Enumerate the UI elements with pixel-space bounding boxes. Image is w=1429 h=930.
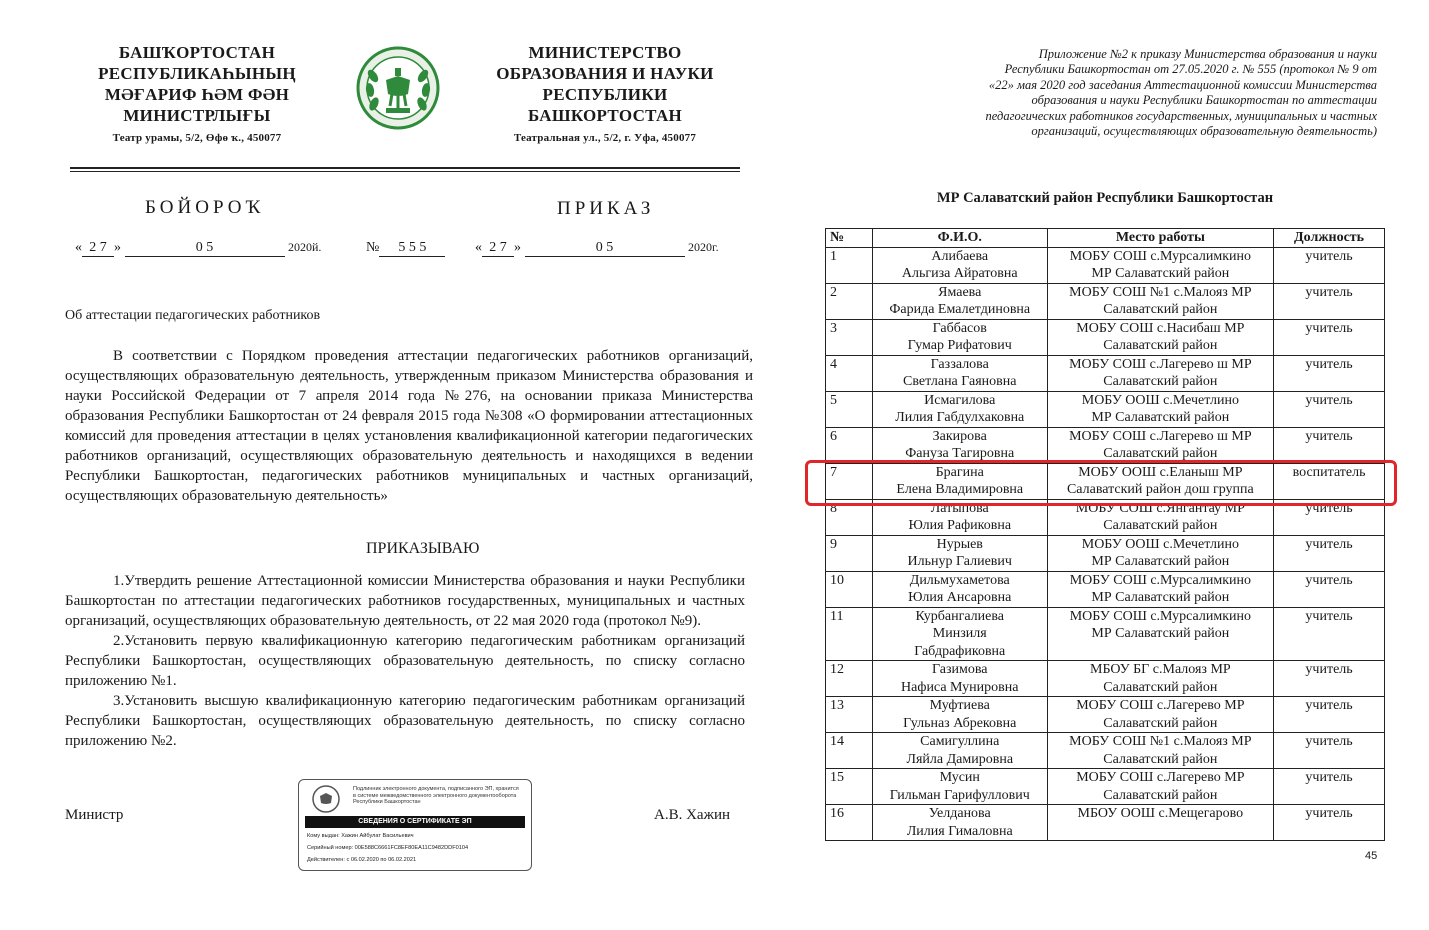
workplace-line: Салаватский район	[1103, 446, 1218, 461]
signer-title: Министр	[65, 807, 124, 823]
teacher-name	[872, 427, 1047, 463]
row-number-line: 5	[830, 392, 837, 408]
teacher-name-line: Латыпова	[930, 500, 989, 516]
column-header: Должность	[1274, 229, 1385, 248]
coat-of-arms-icon	[356, 46, 440, 130]
row-number-line: 2	[830, 284, 837, 300]
row-number-line: 10	[830, 572, 844, 588]
position-line: воспитатель	[1292, 464, 1366, 480]
row-number	[826, 733, 873, 769]
teacher-name-line: Гульназ Абрековна	[903, 715, 1017, 731]
row-number	[826, 697, 873, 733]
teacher-name-line: Ямаева	[938, 284, 982, 300]
header-bashkir-line: БАШҠОРТОСТАН	[118, 43, 276, 62]
certificate-owner: Кому выдан: Хажин Айбулат Васильевич	[307, 833, 414, 839]
header-divider	[70, 167, 740, 169]
row-number	[826, 769, 873, 805]
workplace	[1047, 607, 1274, 661]
position	[1274, 733, 1385, 769]
row-number-line: 16	[830, 806, 844, 821]
workplace-line: МОБУ СОШ с.Лагерево МР	[1076, 698, 1245, 713]
date-month: 0 5	[125, 240, 285, 257]
teacher-name-line: Лилия Габдулхаковна	[895, 410, 1025, 425]
workplace-line: Салаватский район	[1103, 679, 1218, 695]
row-number-line: 1	[830, 248, 837, 264]
workplace	[1047, 427, 1274, 463]
teacher-name-line: Нурыев	[936, 536, 983, 552]
workplace-line: МОБУ СОШ с.Лагерево ш МР	[1069, 356, 1252, 372]
table-row	[826, 283, 1385, 319]
table-row	[826, 355, 1385, 391]
address-russian: Театральная ул., 5/2, г. Уфа, 450077	[513, 132, 697, 144]
teacher-name-line: Алибаева	[931, 248, 989, 264]
year-bashkir: 2020й.	[288, 240, 322, 254]
table-row	[826, 247, 1385, 283]
number-sign: №	[366, 240, 380, 255]
position	[1274, 391, 1385, 427]
workplace	[1047, 391, 1274, 427]
teacher-name	[872, 805, 1047, 841]
header-russian-line: БАШКОРТОСТАН	[527, 106, 683, 125]
workplace-line: МОБУ СОШ с.Мурсалимкино	[1069, 248, 1251, 264]
position-line: учитель	[1305, 806, 1353, 821]
order-preamble	[65, 346, 753, 506]
teacher-name-line: Ляйла Дамировна	[906, 751, 1014, 767]
workplace-line: МОБУ СОШ с.Янгантау МР	[1075, 500, 1245, 516]
teacher-name-line: Самигуллина	[920, 734, 1000, 749]
workplace-line: Салаватский район	[1103, 374, 1218, 389]
header-russian-line: ОБРАЗОВАНИЯ И НАУКИ	[496, 64, 714, 83]
row-number-line: 6	[830, 428, 837, 444]
table-row	[826, 391, 1385, 427]
teacher-name-line: Нафиса Мунировна	[901, 679, 1019, 695]
workplace-line: МОБУ СОШ с.Мурсалимкино	[1069, 608, 1251, 624]
date-month: 0 5	[525, 240, 685, 257]
teacher-name-line: Гильман Гарифуллович	[889, 787, 1030, 803]
table-row	[826, 607, 1385, 661]
teacher-name-line: Мусин	[939, 770, 980, 785]
workplace-line: Салаватский район	[1103, 787, 1218, 803]
workplace-line: МОБУ СОШ с.Лагерево ш МР	[1069, 428, 1252, 444]
order-item: 3.Установить высшую квалификационную категорию педагогическим работникам организаций Республики Башкортостан, осуществляющих образовательную деятельность, по списку согласно приложению №2.	[65, 693, 745, 749]
order-items	[65, 571, 745, 751]
position-line: учитель	[1305, 536, 1353, 552]
row-number-line: 8	[830, 500, 837, 516]
workplace	[1047, 805, 1274, 841]
title-bashkir: БОЙОРОҠ	[145, 197, 265, 218]
workplace	[1047, 769, 1274, 805]
position-line: учитель	[1305, 284, 1353, 300]
date-quote: «	[75, 240, 82, 255]
workplace-line: Салаватский район	[1103, 751, 1218, 767]
row-number	[826, 607, 873, 661]
appendix-note: Приложение №2 к приказу Министерства образования и науки Республики Башкортостан от 27.05.2020 г. № 555 (протокол № 9 от «22» мая 2020 год заседания Аттестационной комиссии Министерства образования и науки Республики Башкортостан по аттестации педагогических работников государственных, муниципальных и частных организаций, осуществляющих образовательную деятельность)	[985, 47, 1377, 139]
workplace-line: МР Салаватский район	[1091, 590, 1230, 605]
row-number-line: 13	[830, 698, 844, 713]
row-number-line: 11	[830, 608, 844, 624]
position-line: учитель	[1305, 698, 1353, 713]
row-number	[826, 391, 873, 427]
header-bashkir	[72, 42, 322, 145]
order-item: 1.Утвердить решение Аттестационной комиссии Министерства образования и науки Республики Башкортостан по аттестации педагогических работников государственных, муниципальных и частных организаций, осуществляющих образовательную деятельность, от 22 мая 2020 года (протокол №9).	[65, 573, 745, 629]
workplace-line: МОБУ СОШ с.Мурсалимкино	[1069, 572, 1251, 588]
teacher-name	[872, 769, 1047, 805]
region-title: МР Салаватский район Республики Башкортостан	[936, 190, 1274, 206]
row-number	[826, 319, 873, 355]
teacher-name-line: Муфтиева	[929, 698, 990, 713]
staff-table	[825, 228, 1385, 841]
teacher-name	[872, 571, 1047, 607]
address-bashkir: Театр урамы, 5/2, Өфө ҡ., 450077	[112, 132, 282, 144]
workplace-line: Салаватский район	[1103, 302, 1218, 317]
row-number	[826, 805, 873, 841]
position-line: учитель	[1305, 500, 1353, 516]
teacher-name-line: Брагина	[935, 464, 984, 480]
position	[1274, 607, 1385, 661]
teacher-name	[872, 355, 1047, 391]
position-line: учитель	[1305, 662, 1353, 677]
workplace	[1047, 535, 1274, 571]
position-line: учитель	[1305, 248, 1353, 264]
header-russian	[480, 42, 730, 145]
position	[1274, 661, 1385, 697]
position	[1274, 697, 1385, 733]
table-row	[826, 535, 1385, 571]
workplace-line: МОБУ ООШ с.Мечетлино	[1081, 536, 1239, 552]
row-number-line: 15	[830, 770, 844, 785]
header-divider-thin	[70, 171, 740, 172]
workplace-line: МОБУ СОШ №1 с.Малояз МР	[1069, 284, 1252, 300]
position-line: учитель	[1305, 572, 1353, 588]
position	[1274, 427, 1385, 463]
teacher-name	[872, 661, 1047, 697]
teacher-name	[872, 391, 1047, 427]
teacher-name	[872, 535, 1047, 571]
table-row	[826, 733, 1385, 769]
position	[1274, 355, 1385, 391]
header-bashkir-line: МӘҒАРИФ ҺӘМ ФӘН	[104, 85, 290, 104]
workplace	[1047, 283, 1274, 319]
date-quote: »	[514, 240, 521, 255]
row-number-line: 14	[830, 734, 844, 749]
workplace-line: МБОУ ООШ с.Мещегарово	[1077, 806, 1244, 821]
row-number-line: 4	[830, 356, 837, 372]
teacher-name-line: Габбасов	[932, 320, 987, 336]
position	[1274, 283, 1385, 319]
date-quote: »	[114, 240, 121, 255]
position-line: учитель	[1305, 320, 1353, 336]
workplace-line: МОБУ СОШ с.Насибаш МР	[1076, 320, 1245, 336]
row-number	[826, 283, 873, 319]
column-header: Ф.И.О.	[872, 229, 1047, 248]
header-bashkir-line: РЕСПУБЛИКАҺЫНЫҢ	[98, 64, 296, 83]
teacher-name	[872, 283, 1047, 319]
row-number	[826, 427, 873, 463]
highlighted-row-frame	[805, 460, 1397, 506]
table-row	[826, 661, 1385, 697]
teacher-name	[872, 697, 1047, 733]
certificate-validity: Действителен: с 06.02.2020 по 06.02.2021	[307, 857, 417, 863]
teacher-name-line: Елена Владимировна	[896, 482, 1024, 497]
teacher-name-line: Юлия Рафиковна	[908, 518, 1012, 533]
workplace-line: МОБУ ООШ с.Мечетлино	[1081, 392, 1239, 408]
workplace	[1047, 319, 1274, 355]
certificate-heading: СВЕДЕНИЯ О СЕРТИФИКАТЕ ЭП	[305, 816, 525, 828]
workplace-line: МР Салаватский район	[1091, 626, 1230, 641]
workplace-line: МОБУ СОШ №1 с.Малояз МР	[1069, 734, 1252, 749]
workplace	[1047, 355, 1274, 391]
teacher-name	[872, 319, 1047, 355]
workplace	[1047, 697, 1274, 733]
workplace	[1047, 733, 1274, 769]
workplace	[1047, 571, 1274, 607]
teacher-name	[872, 733, 1047, 769]
row-number-line: 9	[830, 536, 837, 552]
position-line: учитель	[1305, 734, 1353, 749]
teacher-name-line: Уелданова	[928, 806, 991, 821]
order-number-value: 5 5 5	[379, 240, 445, 257]
position	[1274, 319, 1385, 355]
table-row	[826, 697, 1385, 733]
signer-name: А.В. Хажин	[654, 807, 730, 823]
order-word: ПРИКАЗЫВАЮ	[366, 540, 480, 557]
date-day: 2 7	[82, 240, 114, 257]
date-russian	[475, 240, 719, 257]
column-header: №	[826, 229, 873, 248]
table-row	[826, 319, 1385, 355]
workplace-line: Салаватский район дош группа	[1066, 482, 1254, 497]
row-number	[826, 355, 873, 391]
row-number-line: 12	[830, 662, 844, 677]
table-body	[826, 247, 1385, 841]
teacher-name-line: Фануза Тагировна	[905, 446, 1015, 461]
workplace-line: МОБУ ООШ с.Еланыш МР	[1078, 464, 1243, 480]
teacher-name-line: Альгиза Айратовна	[901, 266, 1018, 281]
digital-signature-stamp	[298, 779, 532, 871]
order-item: 2.Установить первую квалификационную категорию педагогическим работникам организаций Республики Башкортостан, осуществляющих образовательную деятельность, по списку согласно приложению №1.	[65, 633, 745, 689]
workplace-line: Салаватский район	[1103, 338, 1218, 353]
date-day: 2 7	[482, 240, 514, 257]
workplace-line: Салаватский район	[1103, 518, 1218, 533]
position-line: учитель	[1305, 770, 1353, 785]
teacher-name-line: Юлия Ансаровна	[908, 590, 1012, 605]
certificate-serial: Серийный номер: 00E588C6661FC8EF80EA11C9482DDF0104	[307, 845, 469, 851]
teacher-name-line: Минзиля	[932, 626, 987, 641]
row-number	[826, 661, 873, 697]
order-number	[366, 240, 445, 257]
teacher-name	[872, 247, 1047, 283]
teacher-name-line: Фарида Емалетдиновна	[889, 302, 1031, 317]
table-row	[826, 769, 1385, 805]
workplace-line: МБОУ БГ с.Малояз МР	[1090, 662, 1231, 677]
preamble-text: В соответствии с Порядком проведения аттестации педагогических работников организаций, осуществляющих образовательную деятельность, утвержденным приказом Министерства образования и науки Российской Федерации от 7 апреля 2014 года №276, на основании приказа Министерства образования Республики Башкортостан от 24 февраля 2015 года №308 «О формировании аттестационных комиссий для проведения аттестации в целях установления квалификационной категории педагогических работников организаций, осуществляющих образовательную деятельность и находящихся в ведении Республики Башкортостан, педагогических работников муниципальных и частных организаций, осуществляющих образовательную деятельность»	[65, 348, 753, 504]
teacher-name-line: Ильнур Галиевич	[907, 554, 1012, 569]
page-number: 45	[1365, 850, 1378, 862]
position-line: учитель	[1305, 356, 1353, 372]
position-line: учитель	[1305, 428, 1353, 444]
table-row	[826, 427, 1385, 463]
year-russian: 2020г.	[688, 240, 719, 254]
teacher-name-line: Газзалова	[930, 356, 989, 372]
teacher-name	[872, 607, 1047, 661]
position	[1274, 571, 1385, 607]
workplace	[1047, 661, 1274, 697]
column-header: Место работы	[1047, 229, 1274, 248]
teacher-name-line: Габдрафиковна	[914, 643, 1006, 659]
date-quote: «	[475, 240, 482, 255]
table-row	[826, 805, 1385, 841]
header-russian-line: РЕСПУБЛИКИ	[542, 85, 668, 104]
position	[1274, 247, 1385, 283]
position	[1274, 535, 1385, 571]
position	[1274, 805, 1385, 841]
teacher-name-line: Исмагилова	[924, 392, 996, 408]
workplace-line: МР Салаватский район	[1091, 266, 1230, 281]
workplace-line: МР Салаватский район	[1091, 554, 1230, 569]
certificate-notice: Подлинник электронного документа, подписанного ЭП, хранится в системе межведомственного электронного документооборота Республики Башкортостан	[353, 786, 519, 805]
workplace-line: Салаватский район	[1103, 715, 1218, 731]
date-bashkir	[75, 240, 321, 257]
teacher-name-line: Газимова	[932, 662, 988, 677]
header-bashkir-line: МИНИСТРЛЫҒЫ	[123, 106, 271, 125]
title-russian: ПРИКАЗ	[557, 198, 655, 219]
workplace-line: МР Салаватский район	[1091, 410, 1230, 425]
order-subject: Об аттестации педагогических работников	[65, 308, 321, 323]
teacher-name-line: Дильмухаметова	[909, 572, 1010, 588]
row-number	[826, 571, 873, 607]
emblem-icon	[309, 784, 343, 814]
header-russian-line: МИНИСТЕРСТВО	[528, 43, 682, 62]
workplace-line: МОБУ СОШ с.Лагерево МР	[1076, 770, 1245, 785]
teacher-name-line: Курбангалиева	[915, 608, 1005, 624]
row-number	[826, 247, 873, 283]
row-number-line: 3	[830, 320, 837, 336]
position	[1274, 769, 1385, 805]
teacher-name-line: Закирова	[932, 428, 987, 444]
table-header-row	[826, 229, 1385, 248]
row-number	[826, 535, 873, 571]
teacher-name-line: Гумар Рифатович	[907, 338, 1012, 353]
teacher-name-line: Лилия Гималовна	[906, 823, 1013, 839]
table-row	[826, 571, 1385, 607]
teacher-name-line: Светлана Гаяновна	[903, 374, 1017, 389]
row-number-line: 7	[830, 464, 837, 480]
position-line: учитель	[1305, 392, 1353, 408]
workplace	[1047, 247, 1274, 283]
position-line: учитель	[1305, 608, 1353, 624]
